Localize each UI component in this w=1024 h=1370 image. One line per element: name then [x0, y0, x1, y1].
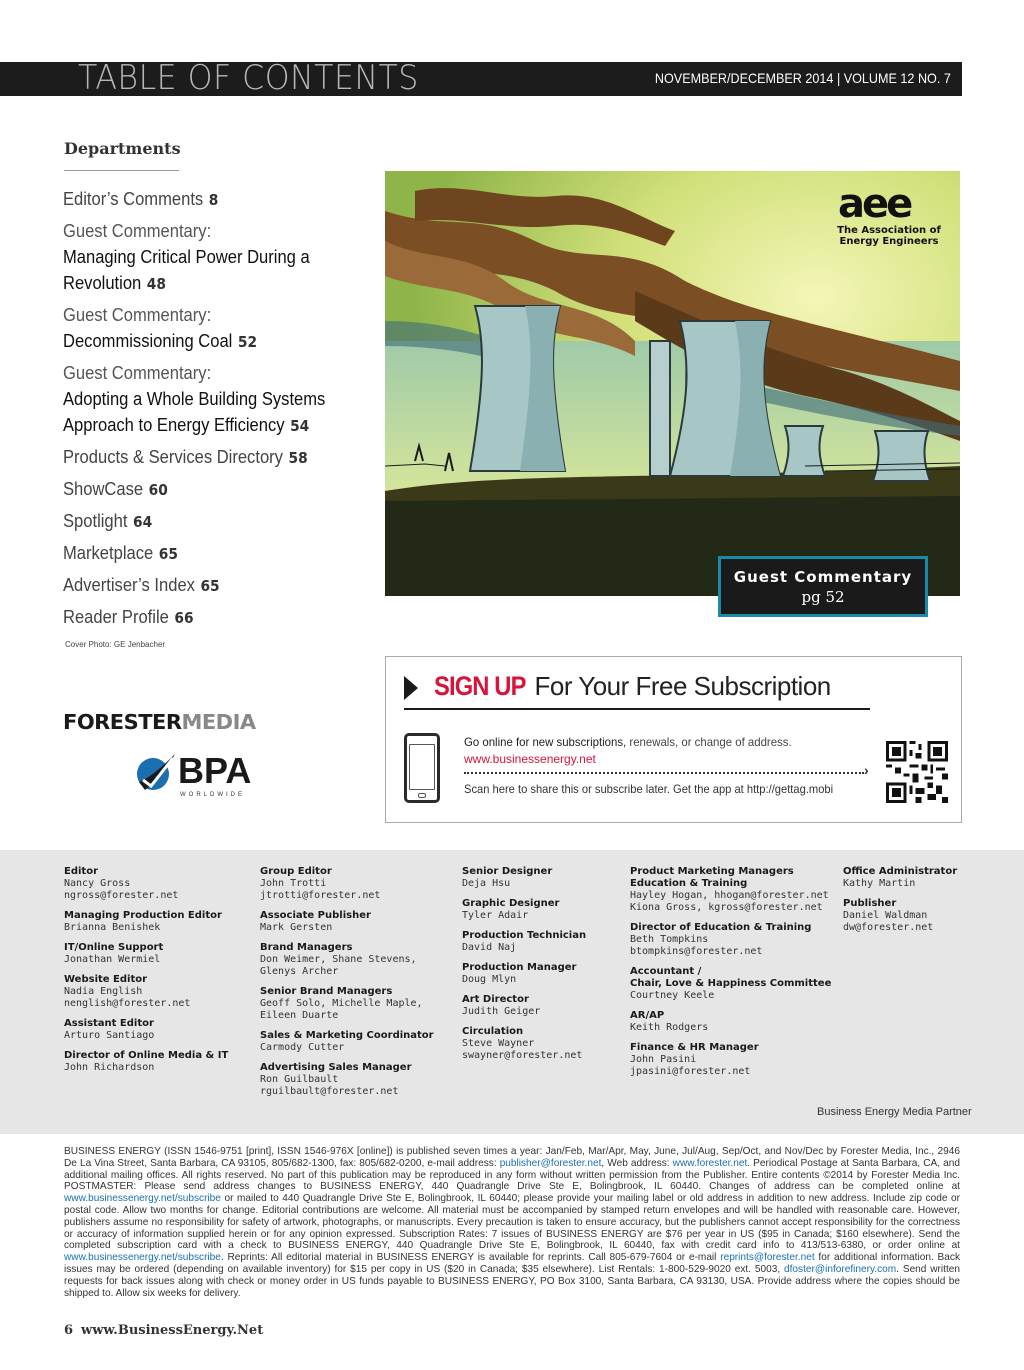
staff-role: Chair, Love & Happiness Committee — [630, 978, 832, 989]
staff-name: Nadia English — [64, 986, 143, 997]
list-rentals-email-link[interactable]: dfoster@inforefinery.com — [784, 1263, 897, 1275]
staff-block — [260, 866, 434, 902]
toc-entry[interactable] — [63, 604, 363, 636]
signup-divider — [404, 708, 870, 710]
toc-title — [63, 444, 339, 471]
toc-title-text: Adopting a Whole Building Systems — [63, 389, 326, 409]
toc-kicker: Guest Commentary: — [63, 305, 212, 325]
staff-email[interactable]: btompkins@forester.net — [630, 946, 763, 957]
staff-block — [462, 898, 586, 922]
toc-title — [63, 476, 339, 503]
staff-role: Assistant Editor — [64, 1018, 154, 1029]
bpa-worldwide-logo — [135, 752, 265, 802]
toc-title-text: Editor’s Comments — [63, 189, 204, 209]
toc-page-number: 60 — [148, 481, 168, 499]
aee-mark: aee — [838, 181, 911, 227]
signup-line1a: Go online for new subscriptions, — [464, 735, 627, 749]
logo-text-forester: FORESTER — [63, 710, 182, 734]
staff-name: Judith Geiger — [462, 1006, 541, 1017]
staff-role: Senior Brand Managers — [260, 986, 393, 997]
toc-entry[interactable] — [63, 476, 363, 508]
staff-name: Beth Tompkins — [630, 934, 709, 945]
staff-email[interactable]: dw@forester.net — [843, 922, 934, 933]
bpa-subtext: WORLDWIDE — [180, 792, 245, 798]
subscribe-link[interactable]: www.businessenergy.net/subscribe — [64, 1193, 221, 1205]
signup-box — [385, 656, 962, 823]
staff-role: Editor — [64, 866, 98, 877]
staff-role: Group Editor — [260, 866, 332, 877]
toc-title — [63, 328, 339, 355]
staff-name: Glenys Archer — [260, 966, 339, 977]
staff-block — [462, 866, 586, 890]
reprints-email-link[interactable]: reprints@forester.net — [720, 1252, 815, 1264]
toc-page-number: 52 — [237, 333, 258, 351]
email-link[interactable]: publisher@forester.net — [499, 1157, 602, 1169]
toc-title — [63, 186, 339, 213]
web-link[interactable]: www.forester.net — [672, 1157, 748, 1169]
staff-role: Managing Production Editor — [64, 910, 222, 921]
staff-email[interactable]: jpasini@forester.net — [630, 1066, 751, 1077]
badge-title: Guest Commentary — [733, 568, 913, 586]
staff-block — [843, 898, 957, 934]
staff-name: John Trotti — [260, 878, 327, 889]
staff-role: Associate Publisher — [260, 910, 371, 921]
page-footer — [64, 1323, 263, 1338]
signup-title-red: SIGN UP — [434, 671, 526, 701]
bpa-text: BPA — [178, 750, 252, 791]
forester-media-logo — [63, 710, 256, 734]
toc-title — [63, 604, 339, 631]
toc-title — [63, 270, 339, 297]
signup-line1 — [464, 735, 792, 749]
staff-block — [630, 866, 831, 914]
toc-page-number: 66 — [174, 609, 194, 627]
staff-name: Mark Gersten — [260, 922, 333, 933]
departments-divider — [64, 170, 179, 171]
toc-page-number: 54 — [290, 417, 310, 435]
staff-role: Director of Online Media & IT — [64, 1050, 229, 1061]
toc-title-text: Advertiser’s Index — [63, 575, 195, 595]
bpa-globe-icon — [135, 752, 177, 794]
staff-email[interactable]: nenglish@forester.net — [64, 998, 191, 1009]
staff-block — [260, 986, 434, 1022]
staff-name: David Naj — [462, 942, 517, 953]
badge-page: pg 52 — [801, 588, 845, 606]
issue-info: NOVEMBER/DECEMBER 2014 | VOLUME 12 NO. 7 — [655, 70, 951, 86]
legal-text: . Reprints: All editorial material in BUSINESS ENERGY is available for reprints. Call 805-679-7604 or e-mail — [220, 1252, 721, 1264]
staff-role: Sales & Marketing Coordinator — [260, 1030, 434, 1041]
staff-role: Production Technician — [462, 930, 587, 941]
staff-name: Deja Hsu — [462, 878, 511, 889]
legal-text: BUSINESS ENERGY (ISSN 1546-9751 [print], ISSN 1546-976X [online]) is published seven times a year: Jan/Feb, Mar/Apr, May, June, Jul/Aug, Sep/Oct, and Nov/Dec by Forester Media, Inc., 2946 De La Vina Street, Santa Barbara, CA 93105, 805/682-1300, fax: 805/682-0200, e-mail address: — [64, 1146, 960, 1169]
page-number: 6 — [64, 1323, 74, 1338]
staff-name: Brianna Benishek — [64, 922, 161, 933]
toc-title-text: Reader Profile — [63, 607, 169, 627]
staff-block — [630, 966, 831, 1002]
staff-role: Office Administrator — [843, 866, 958, 877]
staff-role: Production Manager — [462, 962, 577, 973]
toc-entry[interactable] — [63, 218, 363, 302]
masthead-column — [462, 866, 586, 1070]
toc-entry[interactable] — [63, 540, 363, 572]
toc-title — [63, 572, 339, 599]
page-title: TABLE OF CONTENTS — [78, 58, 419, 98]
toc-title-text: Revolution — [63, 273, 142, 293]
toc-page-number: 64 — [132, 513, 153, 531]
dotted-leader — [464, 772, 864, 774]
toc-entry[interactable] — [63, 508, 363, 540]
staff-email[interactable]: Kiona Gross, kgross@forester.net — [630, 902, 823, 913]
toc-title — [63, 244, 339, 270]
masthead-column — [64, 866, 228, 1082]
subscribe-link[interactable]: www.businessenergy.net/subscribe — [64, 1252, 221, 1264]
staff-role: Accountant / — [630, 966, 702, 977]
staff-name: John Pasini — [630, 1054, 697, 1065]
staff-block — [630, 922, 831, 958]
masthead-staff — [0, 850, 1024, 1134]
toc-kicker: Guest Commentary: — [63, 363, 212, 383]
staff-role: Product Marketing Managers — [630, 866, 794, 877]
guest-commentary-badge[interactable] — [718, 556, 928, 617]
toc-entry[interactable] — [63, 572, 363, 604]
departments-heading: Departments — [64, 139, 181, 158]
smartphone-icon — [404, 733, 440, 803]
staff-block — [843, 866, 957, 890]
signup-title — [434, 671, 831, 702]
staff-role: Brand Managers — [260, 942, 353, 953]
legal-text: . Periodical Postage at Santa Barbara, CA, and additional mailing offices. All rights reserved. No part of this publication may be reproduced in any form without written permission from the Publisher. Entire contents ©2014 by Forester Media Inc. POSTMASTER: Please send address changes to BUSINESS ENERGY, 440 Quadrangle Drive Ste E, Bolingbrook, IL 60440. Changes of address can be completed online at — [64, 1157, 960, 1193]
toc-title-text: ShowCase — [63, 479, 144, 499]
staff-block — [64, 1018, 228, 1042]
toc-title-text: Marketplace — [63, 543, 154, 563]
aee-logo — [832, 181, 962, 257]
play-arrow-icon — [404, 676, 418, 700]
toc-title — [63, 508, 339, 535]
staff-role: Publisher — [843, 898, 897, 909]
toc-page-number: 65 — [200, 577, 220, 595]
staff-role: Education & Training — [630, 878, 748, 889]
chevron-right-icon: › — [864, 762, 869, 778]
staff-name: Carmody Cutter — [260, 1042, 345, 1053]
staff-block — [64, 866, 228, 902]
media-partner-label: Business Energy Media Partner — [817, 1106, 972, 1118]
staff-name: Arturo Santiago — [64, 1030, 155, 1041]
staff-role: Finance & HR Manager — [630, 1042, 759, 1053]
legal-text: . Send written requests for back issues along with check or money order in US funds payable to BUSINESS ENERGY, PO Box 3100, Santa Barbara, CA 93130, USA. Provide address where the copies should be shipped to. Allow six weeks for delivery. — [64, 1263, 960, 1299]
staff-email[interactable]: jtrotti@forester.net — [260, 890, 381, 901]
publication-legal-text — [64, 1146, 960, 1299]
staff-name: John Richardson — [64, 1062, 155, 1073]
signup-title-rest: For Your Free Subscription — [534, 671, 831, 701]
staff-name: Geoff Solo, Michelle Maple, — [260, 998, 423, 1009]
staff-block — [64, 942, 228, 966]
toc-entry[interactable] — [63, 444, 363, 476]
staff-block — [64, 910, 228, 934]
staff-name: Ron Guilbault — [260, 1074, 339, 1085]
staff-name: Doug Mlyn — [462, 974, 517, 985]
staff-role: AR/AP — [630, 1010, 665, 1021]
staff-block — [630, 1042, 831, 1078]
signup-scan-text: Scan here to share this or subscribe later. Get the app at http://gettag.mobi — [464, 782, 834, 796]
staff-email[interactable]: rguilbault@forester.net — [260, 1086, 399, 1097]
legal-text: for additional information. Back issues may be ordered (depending on available inventory) for $15 per copy in US ($20 in Canada; $35 elsewhere). List Rentals: 1-800-529-9020 ext. 5003, — [64, 1252, 960, 1275]
staff-name: Don Weimer, Shane Stevens, — [260, 954, 417, 965]
aee-name: The Association of Energy Engineers — [837, 225, 941, 247]
staff-name: Steve Wayner — [462, 1038, 535, 1049]
staff-name: Kathy Martin — [843, 878, 916, 889]
toc-title-text: Products & Services Directory — [63, 447, 283, 467]
staff-block — [462, 1026, 586, 1062]
staff-role: IT/Online Support — [64, 942, 164, 953]
toc-title-text: Decommissioning Coal — [63, 331, 233, 351]
staff-role: Graphic Designer — [462, 898, 560, 909]
staff-name: Jonathan Wermiel — [64, 954, 161, 965]
toc-entry[interactable] — [63, 302, 363, 360]
staff-block — [260, 1030, 434, 1054]
staff-name: Daniel Waldman — [843, 910, 928, 921]
footer-site-link[interactable]: www.BusinessEnergy.Net — [81, 1323, 264, 1338]
header-bar — [0, 58, 962, 98]
staff-block — [64, 974, 228, 1010]
toc-title — [63, 386, 339, 412]
staff-email[interactable]: ngross@forester.net — [64, 890, 179, 901]
cover-credit: Cover Photo: GE Jenbacher — [65, 640, 166, 649]
staff-block — [630, 1010, 831, 1034]
toc-page-number: 65 — [158, 545, 178, 563]
staff-role: Director of Education & Training — [630, 922, 812, 933]
staff-block — [260, 1062, 434, 1098]
staff-block — [462, 994, 586, 1018]
masthead-column — [630, 866, 831, 1086]
logo-text-media: MEDIA — [181, 710, 256, 734]
signup-line1b: renewals, or change of address. — [626, 735, 792, 749]
toc-list — [63, 186, 363, 636]
staff-name: Nancy Gross — [64, 878, 131, 889]
toc-title-text: Approach to Energy Efficiency — [63, 415, 285, 435]
legal-text: , Web address: — [601, 1157, 673, 1169]
toc-entry[interactable] — [63, 360, 363, 444]
toc-title — [63, 412, 339, 439]
staff-name: Eileen Duarte — [260, 1010, 339, 1021]
toc-entry[interactable] — [63, 186, 363, 218]
staff-block — [64, 1050, 228, 1074]
masthead-column — [260, 866, 434, 1106]
toc-kicker: Guest Commentary: — [63, 221, 212, 241]
toc-page-number: 48 — [146, 275, 166, 293]
staff-block — [462, 930, 586, 954]
toc-page-number: 8 — [208, 191, 219, 209]
toc-title-text: Spotlight — [63, 511, 128, 531]
staff-name: Tyler Adair — [462, 910, 529, 921]
toc-title — [63, 540, 339, 567]
staff-block — [260, 942, 434, 978]
masthead-column — [843, 866, 957, 942]
staff-block — [462, 962, 586, 986]
legal-text: or mailed to 440 Quadrangle Drive Ste E, Bolingbrook, IL 60440; please provide your mailing label or old address in addition to new address. Include zip code or postal code. Allow two months for change. Editorial contributions are welcome. All material must be accompanied by stamped return envelopes and will be handled with reasonable care. However, publishers assume no responsibility for safety of artwork, photographs, or manuscripts. Every precaution is taken to ensure accuracy, but the publishers cannot accept responsibility for the correctness or accuracy of information supplied herein or for any opinion expressed. Subscription Rates: 7 issues of BUSINESS ENERGY are $76 per year in US ($95 in Canada; $160 elsewhere). Send the completed subscription card with a check to BUSINESS ENERGY, 440 Quadrangle Drive Ste E, Bolingbrook, IL 60440, fax with credit card info to 413/513-6380, or order online at — [64, 1193, 960, 1252]
staff-block — [260, 910, 434, 934]
staff-role: Circulation — [462, 1026, 524, 1037]
signup-url-link[interactable]: www.businessenergy.net — [464, 752, 596, 766]
staff-role: Art Director — [462, 994, 529, 1005]
staff-email[interactable]: Hayley Hogan, hhogan@forester.net — [630, 890, 829, 901]
staff-name: Courtney Keele — [630, 990, 715, 1001]
qr-code-icon[interactable] — [886, 741, 948, 803]
staff-role: Senior Designer — [462, 866, 553, 877]
toc-page-number: 58 — [288, 449, 308, 467]
staff-email[interactable]: swayner@forester.net — [462, 1050, 583, 1061]
staff-role: Website Editor — [64, 974, 148, 985]
toc-title-text: Managing Critical Power During a — [63, 247, 310, 267]
staff-name: Keith Rodgers — [630, 1022, 709, 1033]
staff-role: Advertising Sales Manager — [260, 1062, 412, 1073]
